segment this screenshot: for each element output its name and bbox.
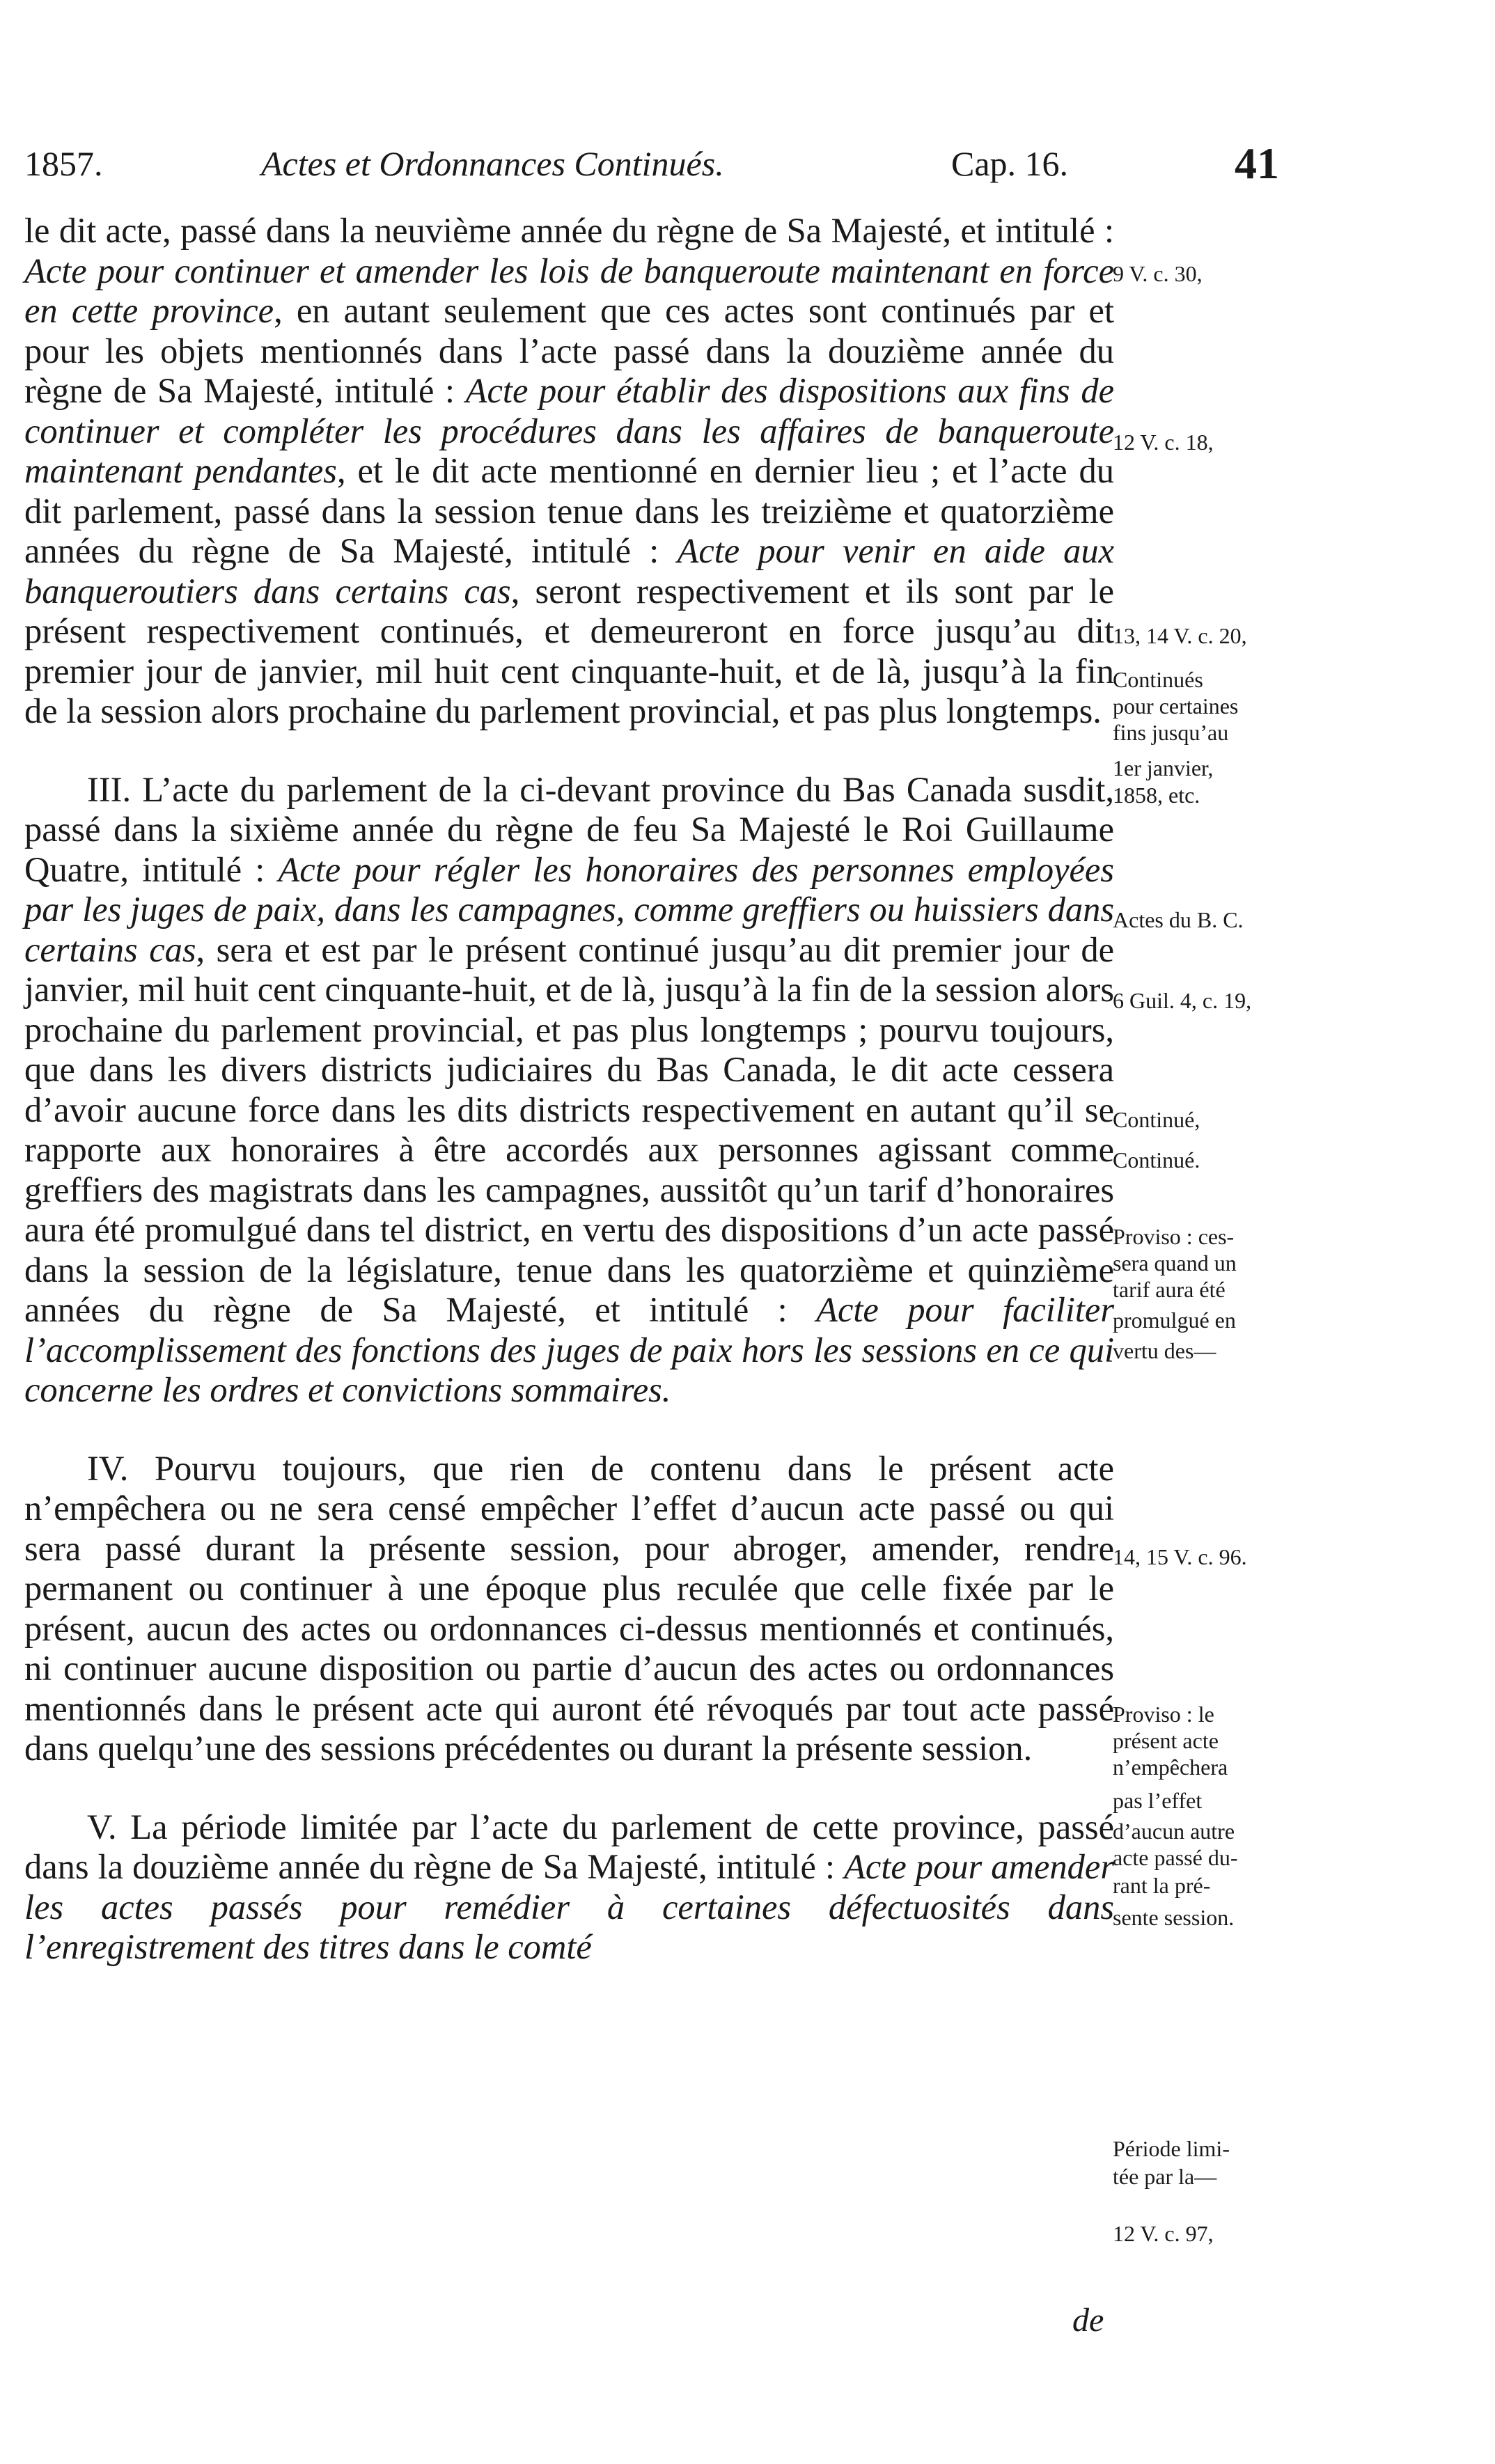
margin-note: Proviso : le <box>1113 1702 1214 1727</box>
margin-note: 1er janvier, <box>1113 755 1214 780</box>
page-number: 41 <box>1235 139 1279 188</box>
margin-note: 13, 14 V. c. 20, <box>1113 623 1247 648</box>
margin-note: Actes du B. C. <box>1113 907 1244 932</box>
page-header <box>0 136 1495 191</box>
margin-note: vertu des— <box>1113 1338 1216 1363</box>
margin-note: fins jusqu’au <box>1113 720 1229 745</box>
margin-note: présent acte <box>1113 1728 1219 1753</box>
main-text <box>24 211 1114 1968</box>
margin-note: pour certaines <box>1113 693 1239 719</box>
margin-note: acte passé du- <box>1113 1845 1238 1870</box>
paragraph-continuation <box>24 211 1114 732</box>
margin-note: promulgué en <box>1113 1308 1236 1333</box>
text-run: , sera et est par le présent continué jusqu’au dit premier jour de janvier, mil huit cent cinquante-huit, et de là, jusqu’à la fin de la session alors prochaine du parlement provincial, et pas plus longtemps ; pourvu toujours, que dans les divers districts judiciaires du Bas Canada, le dit acte cessera d’avoir aucune force dans les dits districts respectivement en autant qu’il se rapporte aux honoraires à être accordés aux personnes agissant comme greffiers des magistrats dans les campagnes, aussitôt qu’un tarif d’honoraires aura été promulgué dans tel district, en vertu des dispositions d’un acte passé dans la session de la législature, tenue dans les quatorzième et quinzième années du règne de Sa Majesté, et intitulé : <box>24 929 1115 1329</box>
text-run: V. La période limitée par l’acte du parlement de cette province, passé dans la douzième année du règne de Sa Majesté, intitulé : <box>24 1807 1114 1886</box>
text-run: , en autant seulement que ces actes sont continués par et pour les objets mentionnés dans l’acte passé dans la douzième année du règne de Sa Majesté, intitulé : <box>24 291 1114 410</box>
margin-note: pas l’effet <box>1113 1788 1203 1813</box>
margin-note: 14, 15 V. c. 96. <box>1113 1544 1247 1569</box>
act-title: Acte pour venir en aide aux banqueroutiers dans certains cas <box>24 531 1114 611</box>
margin-note: 9 V. c. 30, <box>1113 261 1203 286</box>
text-run: IV. Pourvu toujours, que rien de contenu dans le présent acte n’empêchera ou ne sera censé empêcher l’effet d’aucun acte passé ou qui sera passé durant la présente session, pour abroger, amender, rendre permanent ou continuer à une époque plus reculée que celle fixée par le présent, aucun des actes ou ordonnances ci-dessus mentionnés et continués, ni continuer aucune disposition ou partie d’aucun des actes ou ordonnances mentionnés dans le présent acte qui auront été révoqués par tout acte passé dans quelqu’une des sessions précédentes ou durant la présente session. <box>24 1448 1114 1768</box>
section-iv <box>24 1449 1114 1769</box>
margin-note: tarif aura été <box>1113 1277 1226 1302</box>
margin-note: Continués <box>1113 667 1203 692</box>
margin-note: Continué. <box>1113 1147 1200 1172</box>
margin-note: n’empêchera <box>1113 1755 1228 1780</box>
margin-note: Période limi- <box>1113 2136 1230 2161</box>
margin-note: Continué, <box>1113 1107 1200 1132</box>
margin-note: sente session. <box>1113 1905 1235 1930</box>
catchword: de <box>1072 2302 1104 2339</box>
act-title: Acte pour amender les actes passés pour remédier à certaines défectuosités dans l’enregistrement des titres dans le comté <box>24 1847 1115 1966</box>
act-title: Acte pour continuer et amender les lois de banqueroute maintenant en force en cette province <box>24 251 1114 330</box>
act-title: Acte pour faciliter l’accomplissement des fonctions des juges de paix hors les sessions en ce qui concerne les ordres et convictions sommaires. <box>24 1290 1115 1409</box>
margin-note: tée par la— <box>1113 2164 1217 2189</box>
header-title: Actes et Ordonnances Continués. <box>261 144 724 183</box>
text-run: , et le dit acte mentionné en dernier lieu ; et l’acte du dit parlement, passé dans la session tenue dans les treizième et quatorzième années du règne de Sa Majesté, intitulé : <box>24 451 1114 570</box>
margin-note: sera quand un <box>1113 1250 1237 1276</box>
margin-note: 12 V. c. 97, <box>1113 2221 1214 2246</box>
act-title: Acte pour régler les honoraires des personnes employées par les juges de paix, dans les campagnes, comme greffiers ou huissiers dans certains cas <box>24 849 1114 969</box>
section-v <box>24 1807 1114 1968</box>
act-title: Acte pour établir des dispositions aux fins de continuer et compléter les procédures dans les affaires de banqueroute maintenant pendantes <box>24 371 1114 490</box>
margin-note: 6 Guil. 4, c. 19, <box>1113 988 1252 1013</box>
text-run: III. L’acte du parlement de la ci-devant province du Bas Canada susdit, passé dans la sixième année du règne de feu Sa Majesté le Roi Guillaume Quatre, intitulé : <box>24 769 1114 889</box>
header-year: 1857. <box>24 144 103 183</box>
margin-note: 1858, etc. <box>1113 783 1200 808</box>
header-chapter: Cap. 16. <box>951 144 1069 183</box>
margin-note: rant la pré- <box>1113 1873 1211 1898</box>
margin-note: 12 V. c. 18, <box>1113 430 1214 455</box>
text-run: , seront respectivement et ils sont par le présent respectivement continués, et demeureront en force jusqu’au dit premier jour de janvier, mil huit cent cinquante-huit, et de là, jusqu’à la fin de la session alors prochaine du parlement provincial, et pas plus longtemps. <box>24 571 1114 730</box>
margin-note: Proviso : ces- <box>1113 1224 1235 1249</box>
margin-note: d’aucun autre <box>1113 1819 1235 1844</box>
text-run: le dit acte, passé dans la neuvième année du règne de Sa Majesté, et intitulé : <box>24 211 1114 250</box>
section-iii <box>24 770 1114 1411</box>
